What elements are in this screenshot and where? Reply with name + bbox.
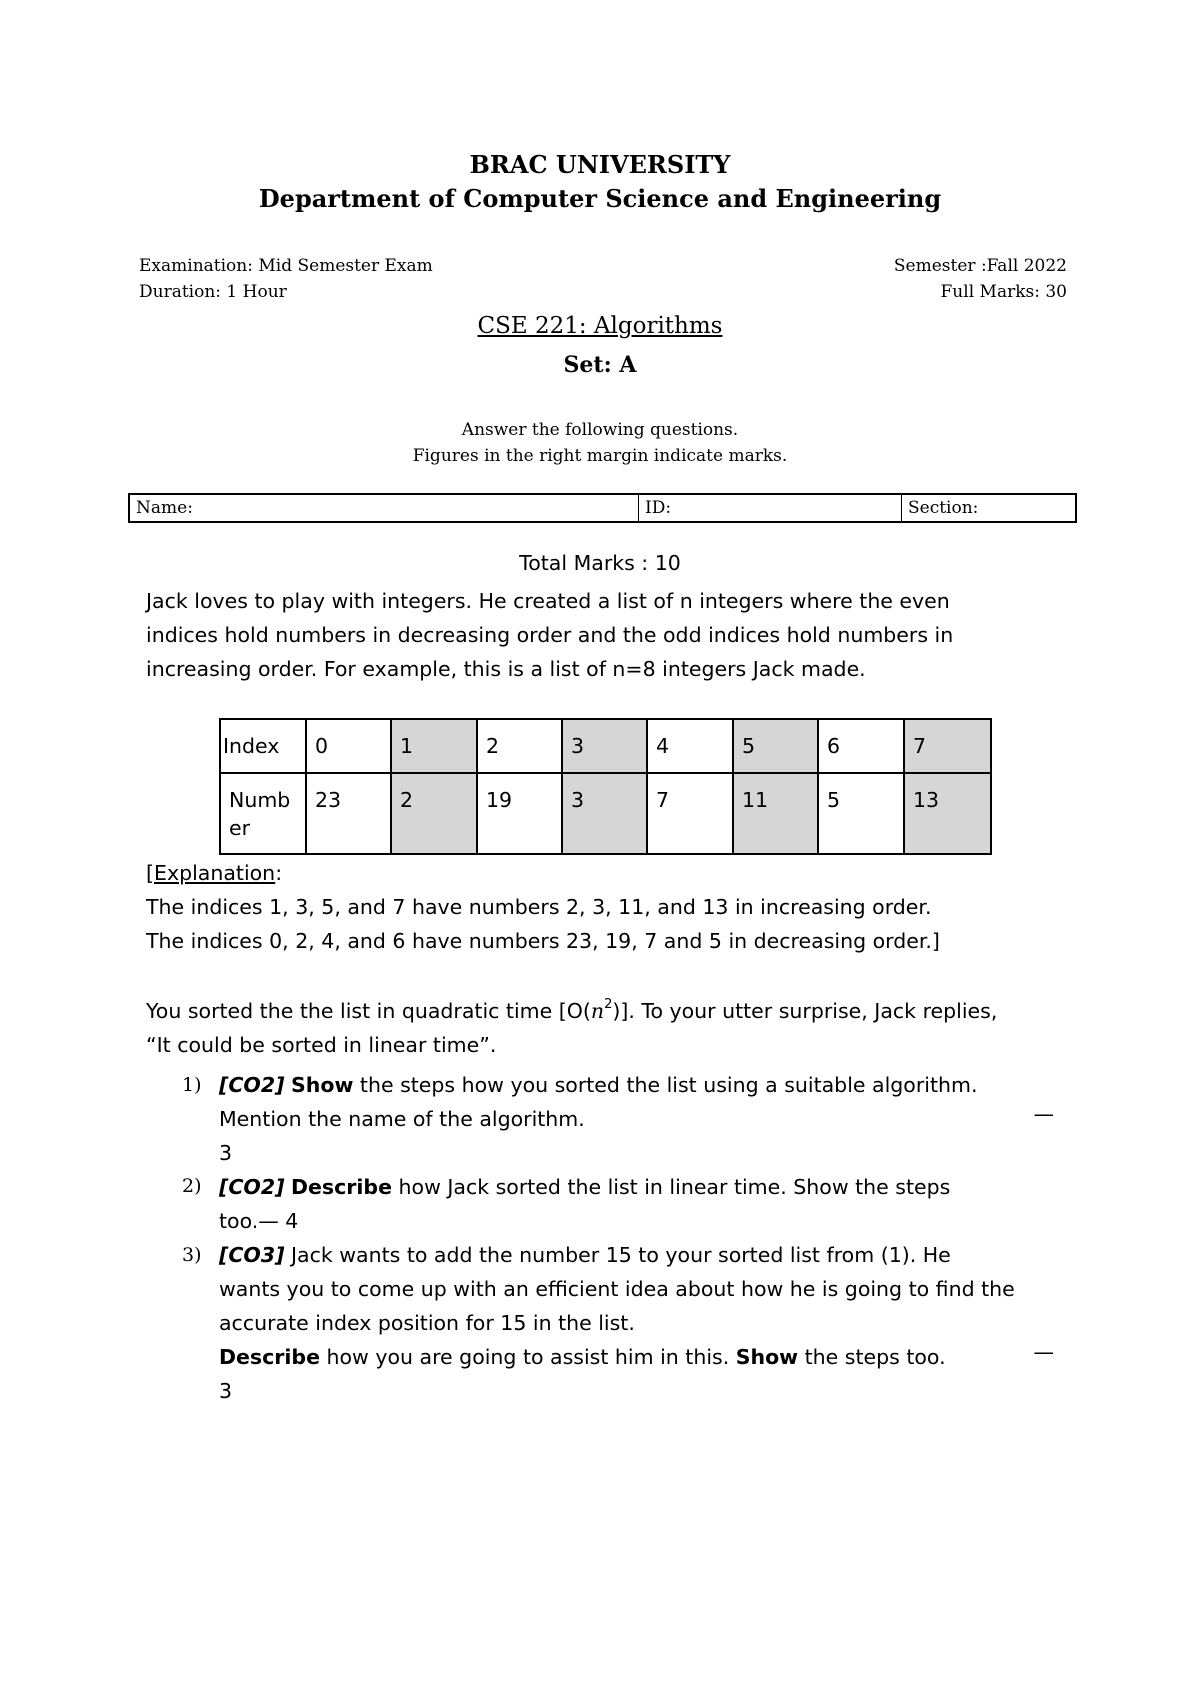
student-info-box [128, 493, 1077, 523]
course-outcome-tag: [CO3] [219, 1243, 285, 1267]
marks-dash: — [1033, 1340, 1054, 1364]
question-verb: Show [291, 1073, 354, 1097]
instruction-marks: Figures in the right margin indicate marks. [412, 446, 788, 466]
university-title: BRAC UNIVERSITY [469, 150, 731, 179]
question-3-mid: how you are going to assist him in this. [320, 1345, 736, 1369]
index-cell: 7 [904, 719, 991, 773]
question-verb: Describe [219, 1345, 320, 1369]
question-number: 2) [182, 1175, 202, 1197]
question-verb: Describe [291, 1175, 393, 1199]
complexity-variable: n [590, 999, 605, 1023]
sorted-line-2: “It could be sorted in linear time”. [146, 1033, 497, 1057]
full-marks-label: Full Marks: 30 [940, 282, 1067, 302]
number-header-cell [220, 773, 306, 854]
total-marks: Total Marks : 10 [519, 551, 681, 575]
sorted-line-1 [146, 994, 1066, 1028]
marks-dash: — [1033, 1102, 1054, 1126]
explanation-colon: : [275, 861, 283, 885]
explanation-heading: Explanation [154, 861, 276, 885]
number-cell: 23 [306, 773, 391, 854]
semester-label: Semester :Fall 2022 [893, 256, 1067, 276]
question-1-marks: 3 [219, 1141, 233, 1165]
index-cell: 3 [562, 719, 647, 773]
name-label: Name: [136, 498, 193, 518]
question-3-line-1 [219, 1238, 1079, 1272]
number-cell: 13 [904, 773, 991, 854]
question-3-tail: the steps too. [798, 1345, 946, 1369]
course-title [0, 313, 1200, 339]
question-1-text [219, 1068, 1079, 1170]
intro-paragraph [146, 584, 1066, 686]
intro-line: Jack loves to play with integers. He created a list of n integers where the even [146, 589, 950, 613]
table-row-index [220, 719, 991, 773]
explanation-line: The indices 0, 2, 4, and 6 have numbers 23, 19, 7 and 5 in decreasing order.] [146, 929, 940, 953]
question-3-text [219, 1238, 1079, 1408]
intro-line: indices hold numbers in decreasing order and the odd indices hold numbers in [146, 623, 954, 647]
number-cell: 19 [477, 773, 562, 854]
question-2-text [219, 1170, 1079, 1238]
complexity-exponent: 2 [604, 997, 613, 1012]
number-cell: 7 [647, 773, 733, 854]
index-header-cell: Index [220, 719, 306, 773]
question-3-line-4 [219, 1340, 1079, 1374]
index-cell: 4 [647, 719, 733, 773]
explanation-heading-line [146, 856, 1066, 890]
id-field[interactable] [639, 495, 902, 521]
instruction-answer: Answer the following questions. [461, 420, 739, 440]
sorted-text-a: You sorted the the list in quadratic time [O( [146, 999, 591, 1023]
number-label-part-2: er [229, 816, 251, 840]
number-cell: 3 [562, 773, 647, 854]
set-label: Set: A [563, 352, 637, 378]
index-cell: 1 [391, 719, 477, 773]
duration-label: Duration: 1 Hour [139, 282, 287, 302]
number-cell: 5 [818, 773, 904, 854]
index-cell: 6 [818, 719, 904, 773]
explanation-block [146, 856, 1066, 958]
question-1-line-1 [219, 1068, 1079, 1102]
index-number-table [219, 718, 992, 855]
examination-label: Examination: Mid Semester Exam [139, 256, 433, 276]
course-outcome-tag: [CO2] [219, 1073, 285, 1097]
sorted-paragraph [146, 994, 1066, 1062]
index-cell: 0 [306, 719, 391, 773]
question-1-rest: the steps how you sorted the list using a suitable algorithm. [353, 1073, 978, 1097]
department-title: Department of Computer Science and Engineering [258, 184, 942, 213]
question-3-rest: Jack wants to add the number 15 to your sorted list from (1). He [284, 1243, 951, 1267]
sorted-text-b: )]. To your utter surprise, Jack replies, [612, 999, 998, 1023]
question-number: 3) [182, 1244, 202, 1266]
intro-line: increasing order. For example, this is a list of n=8 integers Jack made. [146, 657, 866, 681]
course-title-text: CSE 221: Algorithms [477, 313, 723, 339]
name-field[interactable] [130, 495, 639, 521]
question-verb: Show [735, 1345, 799, 1369]
question-2-line-2: too.— 4 [219, 1209, 299, 1233]
number-cell: 2 [391, 773, 477, 854]
explanation-bracket: [ [146, 861, 154, 885]
question-2-rest: how Jack sorted the list in linear time. Show the steps [392, 1175, 951, 1199]
question-3-line-2: wants you to come up with an efficient idea about how he is going to find the [219, 1277, 1015, 1301]
section-field[interactable] [902, 495, 1075, 521]
question-2-line-1 [219, 1170, 1079, 1204]
question-number: 1) [182, 1074, 202, 1096]
table-row-number [220, 773, 991, 854]
section-label: Section: [908, 498, 979, 518]
index-cell: 5 [733, 719, 818, 773]
number-cell: 11 [733, 773, 818, 854]
id-label: ID: [645, 498, 672, 518]
explanation-line: The indices 1, 3, 5, and 7 have numbers 2, 3, 11, and 13 in increasing order. [146, 895, 932, 919]
index-cell: 2 [477, 719, 562, 773]
number-label-part-1: Numb [229, 788, 291, 812]
course-outcome-tag: [CO2] [219, 1175, 285, 1199]
question-3-line-3: accurate index position for 15 in the list. [219, 1311, 635, 1335]
question-3-marks: 3 [219, 1379, 233, 1403]
question-1-line-2: Mention the name of the algorithm. [219, 1107, 585, 1131]
